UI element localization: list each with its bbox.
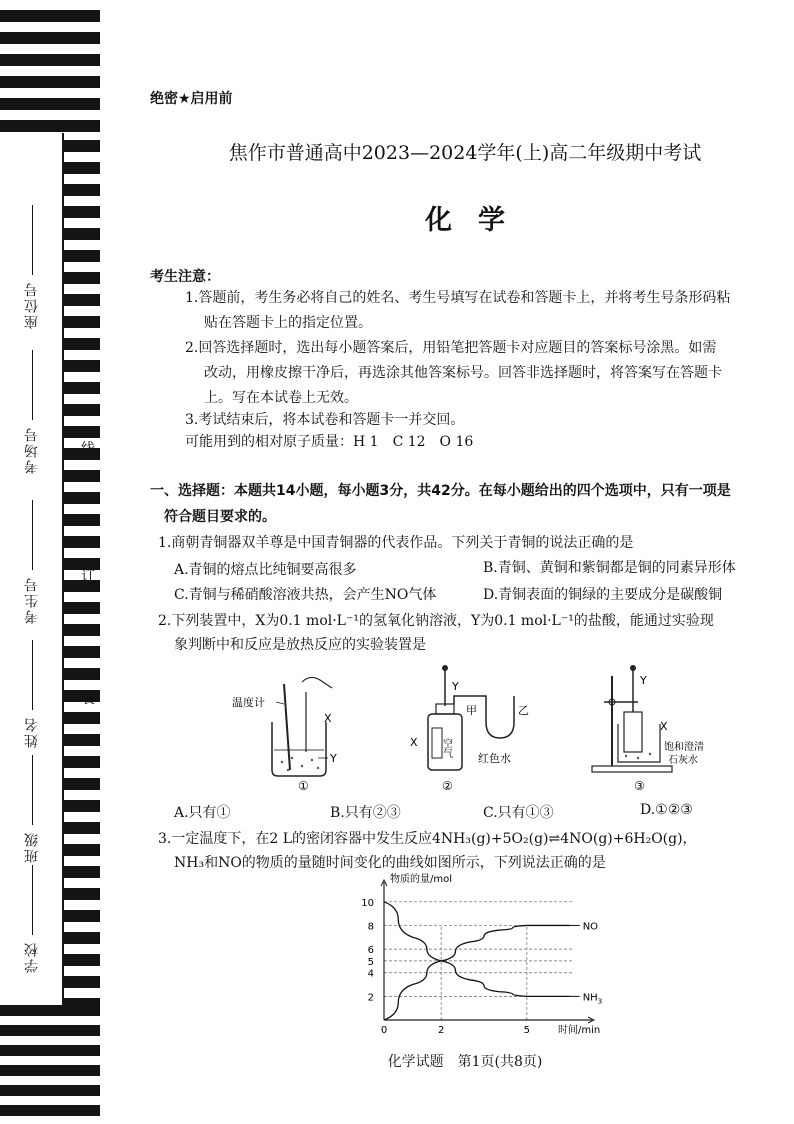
binding-stripe [64,932,100,944]
q3-stem: 3.一定温度下，在2 L的密闭容器中发生反应4NH₃(g)+5O₂(g)⇌4NO(g)+6H₂O(g)， [158,831,697,847]
red-water-label: 红色水 [478,752,511,765]
class-label: 班级 [24,831,40,863]
binding-stripe [0,32,100,44]
q2-option-a: A.只有① [174,805,231,821]
binding-stripe [64,514,100,526]
q2-stem: 2.下列装置中，X为0.1 mol·L⁻¹的氢氧化钠溶液，Y为0.1 mol·L⁻¹的盐酸，能通过实验现 [158,613,714,629]
section-1-instructions [150,478,775,530]
binding-margin [0,0,110,1124]
name-label: 姓名 [24,716,40,748]
limewater-label-1: 饱和澄清 [664,742,704,753]
seat-number-label: 座位号 [24,281,40,329]
fig3-x-label: X [660,720,668,733]
series-label-nh3: $NH_3$ [582,992,603,1006]
binding-stripe [0,1085,100,1096]
apparatus-2 [410,665,529,793]
class-field [22,755,42,863]
q2-option-d: D.①②③ [640,802,693,818]
chart-axes [381,880,594,1023]
binding-line [62,133,64,1013]
binding-stripe [64,888,100,900]
binding-stripe [0,76,100,88]
confidential-label: 绝密★启用前 [150,91,233,107]
binding-stripe [64,338,100,350]
binding-stripe [64,844,100,856]
exam-room-label: 考场号 [24,426,40,474]
fig3-number: ③ [634,779,645,793]
binding-stripe [64,602,100,614]
binding-stripe [64,492,100,504]
apparatus-1 [232,677,337,793]
binding-stripe [64,976,100,988]
q1-option-c: C.青铜与稀硝酸溶液共热，会产生NO气体 [174,587,437,603]
binding-char-ding: 订 [81,569,95,585]
fig3-y-label: Y [640,674,647,687]
u-tube-arm-b: 乙 [518,704,529,717]
chart-tick-labels [361,898,530,1036]
apparatus-3 [592,665,704,793]
chart-gridlines [384,902,573,1020]
x-tick-label: 2 [437,1025,445,1036]
binding-stripe [64,910,100,922]
y-tick-label: 2 [367,992,374,1004]
binding-stripe [64,734,100,746]
limewater-label-2: 石灰水 [668,755,698,766]
air-label: 空气 [440,738,452,758]
binding-stripe [64,272,100,284]
notice-line: 2.回答选择题时，选出每小题答案后，用铅笔把答题卡对应题目的答案标号涂黑。如需 [185,340,717,356]
binding-stripe [64,404,100,416]
section-title-line: 符合题目要求的。 [164,509,276,525]
q3-stem-cont: NH₃和NO的物质的量随时间变化的曲线如图所示，下列说法正确的是 [174,855,606,871]
binding-stripe [64,228,100,240]
binding-stripe [0,1005,100,1016]
school-label: 学校 [24,941,40,973]
binding-stripe [0,1025,100,1036]
thermometer-label: 温度计 [232,696,265,709]
y-tick-label: 5 [367,956,374,968]
binding-stripe [0,1045,100,1056]
q3-line-chart [358,872,618,1034]
q1-stem: 1.商朝青铜器双羊尊是中国青铜器的代表作品。下列关于青铜的说法正确的是 [158,535,634,551]
name-field [22,640,42,748]
u-tube-arm-a: 甲 [466,704,477,717]
series-label-no: NO [582,921,599,933]
binding-stripe [64,382,100,394]
fig2-x-label: X [410,736,418,749]
binding-stripe [0,1105,100,1116]
x-tick-label: 0 [380,1025,388,1036]
q1-option-b: B.青铜、黄铜和紫铜都是铜的同素异形体 [483,560,736,576]
binding-stripe [0,10,100,22]
x-tick-label: 5 [523,1025,531,1036]
candidate-number-field [22,500,42,624]
binding-stripe [64,866,100,878]
binding-stripe [0,98,100,110]
binding-stripe [64,646,100,658]
q2-option-b: B.只有②③ [330,805,401,821]
binding-stripe [0,54,100,66]
q1-option-a: A.青铜的熔点比纯铜要高很多 [174,562,357,578]
exam-room-field [22,350,42,474]
chart-y-axis-label: 物质的量/mol [390,874,453,885]
fig2-y-label: Y [452,680,459,693]
seat-number-field [22,205,42,329]
q1-option-d: D.青铜表面的铜绿的主要成分是碳酸铜 [483,587,723,603]
section-title-line: 一、选择题：本题共14小题，每小题3分，共42分。在每小题给出的四个选项中，只有一项是 [150,483,731,499]
candidate-number-label: 考生号 [24,576,40,624]
binding-char-xian: 线 [81,441,95,457]
fig1-x-label: X [324,712,332,725]
binding-stripe [64,162,100,174]
q2-stem-cont: 象判断中和反应是放热反应的实验装置是 [174,637,426,653]
notice-line: 3.考试结束后，将本试卷和答题卡一并交回。 [185,412,465,428]
subject-title: 化学 [425,205,531,236]
binding-char-zhuang: 装 [81,691,95,707]
binding-stripe [64,800,100,812]
exam-title: 焦作市普通高中2023—2024学年(上)高二年级期中考试 [228,142,702,164]
atomic-mass-line: 可能用到的相对原子质量：H 1 C 12 O 16 [185,434,474,450]
notice-line: 1.答题前，考生务必将自己的姓名、考生号填写在试卷和答题卡上，并将考生号条形码粘 [185,290,731,306]
fig1-number: ① [298,779,309,793]
binding-stripe [64,756,100,768]
y-tick-label: 4 [367,968,374,980]
binding-stripe [0,1065,100,1076]
y-tick-label: 10 [361,897,374,909]
binding-stripe [64,316,100,328]
binding-stripe [64,624,100,636]
q2-apparatus-figure [220,662,704,794]
binding-stripe [64,206,100,218]
binding-stripe [64,140,100,152]
binding-stripe [64,426,100,438]
page-footer: 化学试题 第1页(共8页) [387,1054,543,1070]
binding-stripe [64,184,100,196]
fig2-number: ② [442,779,453,793]
binding-stripe [0,120,100,132]
notice-line: 贴在答题卡上的指定位置。 [204,315,372,331]
chart-x-axis-label: 时间/min [558,1025,601,1036]
binding-stripe [64,294,100,306]
school-field [22,865,42,973]
binding-stripe [64,712,100,724]
q2-option-c: C.只有①③ [483,805,554,821]
binding-stripe [64,360,100,372]
notice-line: 改动，用橡皮擦干净后，再选涂其他答案标号。回答非选择题时，将答案写在答题卡 [204,365,722,381]
y-tick-label: 6 [367,945,374,957]
binding-stripe [64,778,100,790]
binding-stripe [64,822,100,834]
fig1-y-label: Y [330,752,337,765]
binding-stripe [64,470,100,482]
notice-line: 上。写在本试卷上无效。 [204,390,358,406]
binding-stripe [64,954,100,966]
y-tick-label: 8 [367,921,374,933]
binding-stripe [64,536,100,548]
binding-stripe [64,668,100,680]
binding-stripe [64,250,100,262]
notice-heading: 考生注意： [150,269,220,285]
